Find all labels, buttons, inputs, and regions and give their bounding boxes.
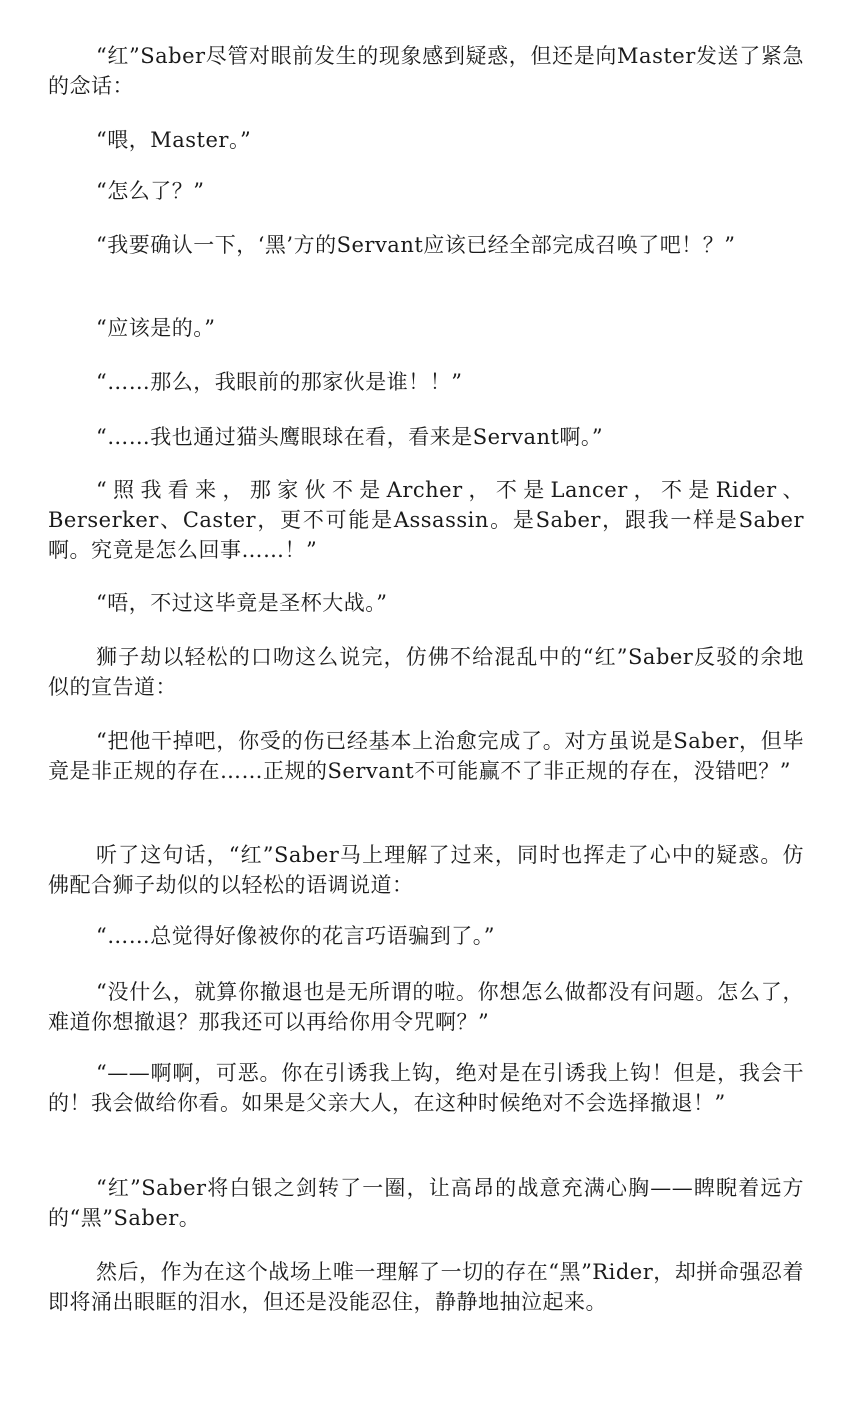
paragraph-16: “红”Saber将白银之剑转了一圈，让高昂的战意充满心胸——睥睨着远方的“黑”Saber。: [48, 1176, 804, 1230]
paragraph-7: “……我也通过猫头鹰眼球在看，看来是Servant啊。”: [96, 425, 604, 449]
paragraph-5: “应该是的。”: [96, 316, 216, 340]
paragraph-15: “——啊啊，可恶。你在引诱我上钩，绝对是在引诱我上钩！但是，我会干的！我会做给你看。如果是父亲大人，在这种时候绝对不会选择撤退！”: [48, 1061, 804, 1115]
paragraph-11: “把他干掉吧，你受的伤已经基本上治愈完成了。对方虽说是Saber，但毕竟是非正规的存在……正规的Servant不可能赢不了非正规的存在，没错吧？”: [48, 729, 804, 783]
paragraph-10: 狮子劫以轻松的口吻这么说完，仿佛不给混乱中的“红”Saber反驳的余地似的宣告道：: [48, 645, 804, 699]
paragraph-8: “照我看来，那家伙不是Archer，不是Lancer，不是Rider、Berserker、Caster，更不可能是Assassin。是Saber，跟我一样是Saber啊。究竟是怎么回事……！”: [48, 478, 804, 562]
paragraph-13: “……总觉得好像被你的花言巧语骗到了。”: [96, 924, 495, 948]
paragraph-3: “怎么了？”: [96, 179, 205, 203]
paragraph-6: “……那么，我眼前的那家伙是谁！！”: [96, 370, 463, 394]
paragraph-4: “我要确认一下，‘黑’方的Servant应该已经全部完成召唤了吧！？”: [96, 233, 736, 257]
paragraph-2: “喂，Master。”: [96, 128, 252, 152]
paragraph-9: “唔，不过这毕竟是圣杯大战。”: [96, 591, 388, 615]
paragraph-1: “红”Saber尽管对眼前发生的现象感到疑惑，但还是向Master发送了紧急的念话：: [48, 44, 804, 98]
paragraph-14: “没什么，就算你撤退也是无所谓的啦。你想怎么做都没有问题。怎么了，难道你想撤退？那我还可以再给你用令咒啊？”: [48, 980, 804, 1034]
paragraph-17: 然后，作为在这个战场上唯一理解了一切的存在“黑”Rider，却拼命强忍着即将涌出眼眶的泪水，但还是没能忍住，静静地抽泣起来。: [48, 1260, 804, 1314]
document-page: [48, 0, 804, 1401]
paragraph-12: 听了这句话，“红”Saber马上理解了过来，同时也挥走了心中的疑惑。仿佛配合狮子劫似的以轻松的语调说道：: [48, 843, 804, 897]
